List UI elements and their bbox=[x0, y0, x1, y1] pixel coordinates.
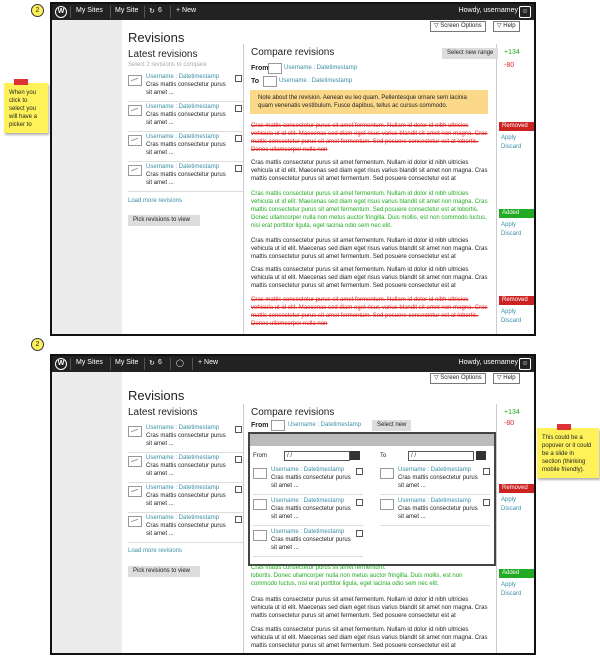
paragraph: Cras mattis consectetur purus sit amet fermentum. Nullam id dolor id nibh ultricies vehicula ut id elit. Maecenas sed diam eget risus varius blandit sit amet non magna. Cras mattis consectetur purus sit amet fermentum. Sed posuere consectetur est at bbox=[251, 267, 488, 289]
removed-badge: Removed bbox=[499, 122, 534, 131]
from-revision-link[interactable]: Username : Datetimestamp bbox=[284, 65, 358, 71]
revision-item[interactable] bbox=[128, 454, 244, 483]
new-menu[interactable]: + New bbox=[176, 7, 197, 14]
added-count: +134 bbox=[504, 49, 520, 56]
paragraph: Cras mattis consectetur purus sit amet fermentum. Nullam id dolor id nibh ultricies vehicula ut id elit. Maecenas sed diam eget risus varius blandit sit amet non magna. Cras mattis consectetur purus sit amet fermentum. Sed posuere consectetur est at bbox=[251, 160, 488, 182]
pick-revisions-button[interactable]: Pick revisions to view bbox=[128, 215, 200, 226]
paragraph: Cras mattis consectetur purus sit amet fermentum. Nullam id dolor id nibh ultricies vehicula ut id elit. Maecenas sed diam eget risus varius blandit sit amet non magna. Cras mattis consectetur purus sit amet fermentum. Sed posuere consectetur est at bbox=[251, 627, 488, 649]
revision-excerpt: Cras mattis consectetur purus sit amet ... bbox=[398, 475, 478, 489]
updates-icon[interactable]: ↻ bbox=[149, 360, 155, 367]
screen-options-button[interactable]: ▽ Screen Options bbox=[430, 21, 486, 32]
compare-revisions-heading: Compare revisions bbox=[251, 47, 335, 58]
compare-revisions-heading: Compare revisions bbox=[251, 407, 335, 418]
comments-icon[interactable]: ◯ bbox=[176, 360, 184, 367]
column-divider bbox=[243, 44, 244, 334]
picker-from-item[interactable] bbox=[253, 528, 363, 557]
apply-link[interactable]: Apply bbox=[501, 222, 517, 228]
howdy-user[interactable]: Howdy, usernamey bbox=[458, 359, 518, 366]
updates-count: 6 bbox=[158, 359, 162, 366]
new-menu[interactable]: + New bbox=[198, 359, 219, 366]
caret-down-icon: ▽ bbox=[434, 375, 439, 381]
revision-checkbox[interactable] bbox=[235, 486, 242, 493]
select-new-button[interactable]: Select new bbox=[372, 420, 411, 431]
user-icon[interactable]: ☺ bbox=[519, 6, 531, 18]
wordpress-logo-icon[interactable]: W bbox=[55, 358, 67, 370]
revision-item[interactable] bbox=[128, 484, 244, 513]
revision-user-link[interactable]: Username : Datetimestamp bbox=[398, 498, 472, 504]
picker-from-item[interactable] bbox=[253, 466, 363, 495]
updates-count: 6 bbox=[158, 7, 162, 14]
revision-item[interactable] bbox=[128, 163, 244, 192]
revision-user-link[interactable]: Username : Datetimestamp bbox=[271, 498, 345, 504]
revision-picker-popover bbox=[248, 432, 496, 566]
avatar bbox=[268, 63, 282, 74]
removed-badge: Removed bbox=[499, 484, 534, 493]
avatar bbox=[128, 426, 142, 437]
revision-excerpt: Cras mattis consectetur purus sit amet ... bbox=[146, 493, 226, 507]
avatar bbox=[253, 530, 267, 541]
added-text: lobortis. Donec ullamcorper nulla non metus auctor fringilla. Duis mollis, est non commodo luctus, nisi erat porttitor ligula, eget lacinia odio sem nec elit. bbox=[251, 573, 463, 587]
revision-checkbox[interactable] bbox=[235, 165, 242, 172]
caret-down-icon: ▽ bbox=[434, 23, 439, 29]
revision-user-link[interactable]: Username : Datetimestamp bbox=[146, 485, 220, 491]
avatar bbox=[263, 76, 277, 87]
to-revision-link[interactable]: Username : Datetimestamp bbox=[279, 78, 353, 84]
tape bbox=[14, 79, 28, 85]
caret-down-icon: ▽ bbox=[497, 23, 502, 29]
revision-excerpt: Cras mattis consectetur purus sit amet ... bbox=[271, 506, 351, 520]
revision-user-link[interactable]: Username : Datetimestamp bbox=[146, 455, 220, 461]
from-label: From bbox=[251, 65, 269, 72]
revisions-screen-1 bbox=[50, 2, 536, 336]
page-title: Revisions bbox=[128, 388, 185, 403]
revision-excerpt: Cras mattis consectetur purus sit amet ... bbox=[271, 475, 351, 489]
revisions-screen-2 bbox=[50, 354, 536, 655]
avatar bbox=[128, 516, 142, 527]
updates-icon[interactable]: ↻ bbox=[149, 8, 155, 15]
revision-excerpt: Cras mattis consectetur purus sit amet ... bbox=[398, 506, 478, 520]
select-range-button[interactable]: Select new range bbox=[442, 48, 498, 59]
paragraph: Cras mattis consectetur purus sit amet fermentum. Nullam id dolor id nibh ultricies vehicula ut id elit. Maecenas sed diam eget risus varius blandit sit amet non magna. Cras mattis consectetur purus sit amet fermentum. Sed posuere consectetur est at bbox=[251, 597, 488, 619]
select-hint: Select 2 revisions to compare bbox=[128, 62, 207, 68]
admin-topbar bbox=[52, 356, 534, 372]
step-number-badge: 2 bbox=[31, 338, 44, 351]
user-icon[interactable]: ☺ bbox=[519, 358, 531, 370]
picker-header bbox=[250, 434, 494, 446]
discard-link[interactable]: Discard bbox=[501, 144, 522, 150]
avatar bbox=[128, 165, 142, 176]
revision-item[interactable] bbox=[128, 424, 244, 453]
column-divider bbox=[496, 44, 497, 334]
my-site-menu[interactable]: My Site bbox=[115, 359, 139, 366]
to-label: To bbox=[251, 78, 260, 85]
added-badge: Added bbox=[499, 209, 534, 218]
revision-user-link[interactable]: Username : Datetimestamp bbox=[398, 467, 472, 473]
revision-excerpt: Cras mattis consectetur purus sit amet ... bbox=[146, 463, 226, 477]
revision-excerpt: Cras mattis consectetur purus sit amet ... bbox=[146, 112, 226, 126]
help-button[interactable]: ▽ Help bbox=[493, 21, 520, 32]
paragraph: Cras mattis consectetur purus sit amet fermentum. Nullam id dolor id nibh ultricies vehicula ut id elit. Maecenas sed diam eget risus varius blandit sit amet non magna. Cras mattis consectetur purus sit amet fermentum. Sed posuere consectetur est at bbox=[251, 238, 488, 260]
revision-excerpt: Cras mattis consectetur purus sit amet ... bbox=[271, 537, 351, 551]
help-button[interactable]: ▽ Help bbox=[493, 373, 520, 384]
discard-link[interactable]: Discard bbox=[501, 591, 522, 597]
revision-excerpt: Cras mattis consectetur purus sit amet ... bbox=[146, 142, 226, 156]
column-divider bbox=[496, 404, 497, 654]
revision-user-link[interactable]: Username : Datetimestamp bbox=[271, 467, 345, 473]
avatar bbox=[253, 499, 267, 510]
revision-user-link[interactable]: Username : Datetimestamp bbox=[146, 134, 220, 140]
revision-user-link[interactable]: Username : Datetimestamp bbox=[146, 515, 220, 521]
load-more-link[interactable]: Load more revisions bbox=[128, 548, 183, 554]
removed-badge: Removed bbox=[499, 296, 534, 305]
added-count: +134 bbox=[504, 409, 520, 416]
added-text-partial: Cras mattis consectetur purus sit amet fermentum. bbox=[251, 565, 386, 571]
tape bbox=[557, 424, 571, 430]
pick-revisions-button[interactable]: Pick revisions to view bbox=[128, 566, 200, 577]
admin-sidebar bbox=[52, 372, 122, 653]
apply-link[interactable]: Apply bbox=[501, 309, 517, 315]
revision-checkbox[interactable] bbox=[356, 468, 363, 475]
revision-note: Note about the revision. Aenean eu leo quam. Pellentesque ornare sem lacinia quam venenatis vestibulum. Fusce dapibus, tellus ac cursus commodo. bbox=[250, 90, 488, 114]
sticky-note: When you click to select you will have a picker to bbox=[4, 83, 48, 133]
from-date-input[interactable]: / / bbox=[284, 451, 350, 461]
my-sites-menu[interactable]: My Sites bbox=[76, 359, 103, 366]
page-title: Revisions bbox=[128, 30, 185, 45]
avatar bbox=[128, 105, 142, 116]
revision-checkbox[interactable] bbox=[235, 105, 242, 112]
apply-link[interactable]: Apply bbox=[501, 582, 517, 588]
column-divider bbox=[243, 404, 244, 654]
revision-excerpt: Cras mattis consectetur purus sit amet ... bbox=[146, 523, 226, 537]
removed-text: Cras mattis consectetur purus sit amet fermentum. Nullam id dolor id nibh ultricies vehicula ut id elit. Maecenas sed diam eget risus varius blandit sit amet non magna. Cras mattis consectetur purus sit amet fermentum. Sed posuere consectetur est at lobortis. Donec ullamcorper nulla non bbox=[251, 297, 488, 327]
revision-user-link[interactable]: Username : Datetimestamp bbox=[271, 529, 345, 535]
howdy-user[interactable]: Howdy, usernamey bbox=[458, 7, 518, 14]
revision-item[interactable] bbox=[128, 514, 244, 543]
admin-sidebar bbox=[52, 20, 122, 334]
picker-to-item[interactable] bbox=[380, 497, 490, 526]
apply-link[interactable]: Apply bbox=[501, 497, 517, 503]
revision-user-link[interactable]: Username : Datetimestamp bbox=[146, 104, 220, 110]
revision-checkbox[interactable] bbox=[483, 499, 490, 506]
from-label: From bbox=[251, 422, 269, 429]
revision-checkbox[interactable] bbox=[235, 516, 242, 523]
picker-from-item[interactable] bbox=[253, 497, 363, 526]
revision-excerpt: Cras mattis consectetur purus sit amet ... bbox=[146, 172, 226, 186]
revision-checkbox[interactable] bbox=[356, 499, 363, 506]
avatar bbox=[128, 456, 142, 467]
step-number-badge: 2 bbox=[31, 4, 44, 17]
wordpress-logo-icon[interactable]: W bbox=[55, 6, 67, 18]
avatar bbox=[128, 135, 142, 146]
load-more-link[interactable]: Load more revisions bbox=[128, 198, 183, 204]
caret-down-icon: ▽ bbox=[497, 375, 502, 381]
revision-checkbox[interactable] bbox=[483, 468, 490, 475]
sticky-note: This could be a popover or it could be a slide in section (thinking mobile friendly). bbox=[537, 428, 599, 478]
avatar bbox=[380, 499, 394, 510]
from-revision-link[interactable]: Username : Datetimestamp bbox=[288, 422, 362, 428]
revision-user-link[interactable]: Username : Datetimestamp bbox=[146, 164, 220, 170]
revision-excerpt: Cras mattis consectetur purus sit amet ... bbox=[146, 82, 226, 96]
removed-text: Cras mattis consectetur purus sit amet fermentum. Nullam id dolor id nibh ultricies vehicula ut id elit. Maecenas sed diam eget risus varius blandit sit amet non magna. Cras mattis consectetur purus sit amet fermentum. Sed posuere consectetur est at lobortis. Donec ullamcorper nulla non bbox=[251, 123, 488, 153]
discard-link[interactable]: Discard bbox=[501, 231, 522, 237]
latest-revisions-heading: Latest revisions bbox=[128, 49, 198, 60]
added-badge: Added bbox=[499, 569, 534, 578]
calendar-icon[interactable] bbox=[476, 451, 486, 460]
revision-item[interactable] bbox=[128, 73, 244, 102]
removed-count: -80 bbox=[504, 62, 515, 69]
avatar bbox=[253, 468, 267, 479]
my-site-menu[interactable]: My Site bbox=[115, 7, 139, 14]
avatar bbox=[380, 468, 394, 479]
admin-topbar bbox=[52, 4, 534, 20]
revision-checkbox[interactable] bbox=[235, 426, 242, 433]
revision-user-link[interactable]: Username : Datetimestamp bbox=[146, 425, 220, 431]
latest-revisions-heading: Latest revisions bbox=[128, 407, 198, 418]
revision-checkbox[interactable] bbox=[235, 456, 242, 463]
revision-item[interactable] bbox=[128, 133, 244, 162]
revision-checkbox[interactable] bbox=[235, 135, 242, 142]
avatar bbox=[271, 420, 285, 431]
picker-to-item[interactable] bbox=[380, 466, 490, 495]
added-text: Cras mattis consectetur purus sit amet fermentum. Nullam id dolor id nibh ultricies vehicula ut id elit. Maecenas sed diam eget risus varius blandit sit amet non magna. Cras mattis consectetur purus sit amet fermentum. Sed posuere consectetur est at lobortis. Donec ullamcorper nulla non metus auctor fringilla. Duis mollis, est non commodo luctus, nisi erat porttitor ligula, eget lacinia odio sem nec elit. bbox=[251, 191, 488, 229]
discard-link[interactable]: Discard bbox=[501, 506, 522, 512]
calendar-icon[interactable] bbox=[350, 451, 360, 460]
screen-options-button[interactable]: ▽ Screen Options bbox=[430, 373, 486, 384]
revision-checkbox[interactable] bbox=[356, 530, 363, 537]
my-sites-menu[interactable]: My Sites bbox=[76, 7, 103, 14]
to-date-input[interactable]: / / bbox=[408, 451, 474, 461]
apply-link[interactable]: Apply bbox=[501, 135, 517, 141]
revision-user-link[interactable]: Username : Datetimestamp bbox=[146, 74, 220, 80]
picker-from-label: From bbox=[253, 453, 267, 459]
picker-to-label: To bbox=[380, 453, 387, 459]
revision-item[interactable] bbox=[128, 103, 244, 132]
avatar bbox=[128, 75, 142, 86]
discard-link[interactable]: Discard bbox=[501, 318, 522, 324]
revision-checkbox[interactable] bbox=[235, 75, 242, 82]
removed-count: -80 bbox=[504, 420, 515, 427]
avatar bbox=[128, 486, 142, 497]
revision-excerpt: Cras mattis consectetur purus sit amet ... bbox=[146, 433, 226, 447]
